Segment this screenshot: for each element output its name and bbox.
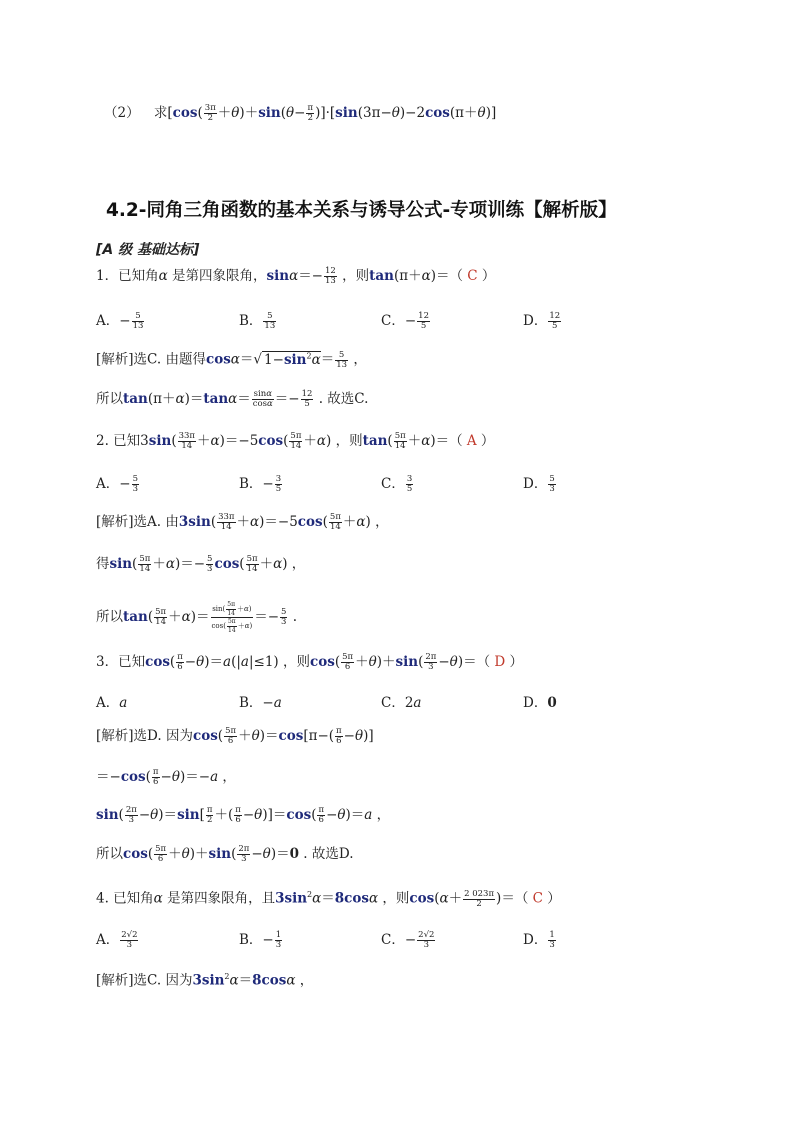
question-1-stem: 1．已知角α 是第四象限角，sinα＝− $\frac{12}{13}$ ，则tan(π＋α)＝（ C ） xyxy=(96,266,496,286)
q1-option-d: D． $\frac{12}{5}$ xyxy=(523,311,561,331)
q2-option-b: B．− $\frac{3}{5}$ xyxy=(239,474,282,494)
q2-option-a: A．− $\frac{5}{3}$ xyxy=(96,474,138,494)
q1-option-c: C．− $\frac{12}{5}$ xyxy=(381,311,429,331)
q2-solution-1: [解析]选A. 由3sin( $\frac{33\pi}{14}$ ＋α)＝−5cos( $\frac{5\pi}{14}$ ＋α) ， xyxy=(96,512,389,532)
q4-option-a: A． $\frac{2√2}{3}$ xyxy=(96,930,138,950)
q1-solution-2: 所以tan(π＋α)＝tanα＝ $\frac{\sin\alpha}{\cos\alpha}$ ＝− $\frac{12}{5}$ . 故选C. xyxy=(96,389,369,409)
q3-option-c: C．2a xyxy=(381,695,422,711)
q3-option-d: D．0 xyxy=(523,695,557,711)
q3-solution-3: sin( $\frac{2\pi}{3}$ −θ)＝sin[ $\frac{\pi}{2}$ ＋( $\frac{\pi}{6}$ −θ)]＝cos( $\frac{\pi}{6}$ −θ)＝a ， xyxy=(96,805,391,825)
question-1-answer: C xyxy=(467,268,478,284)
q1-option-a: A．− $\frac{5}{13}$ xyxy=(96,311,144,331)
question-3-answer: D xyxy=(494,654,506,670)
q4-option-c: C．− $\frac{2√2}{3}$ xyxy=(381,930,435,950)
q3-option-a: A．a xyxy=(96,695,128,711)
question-2-stem: 2. 已知3sin( $\frac{33\pi}{14}$ ＋α)＝−5cos( $\frac{5\pi}{14}$ ＋α) ，则tan( $\frac{5\pi}{14}$ ＋α)＝（ A ） xyxy=(96,431,495,451)
question-4-answer: C xyxy=(532,890,543,907)
question-4-stem: 4. 已知角α 是第四象限角，且$3\sin^2\alpha=8\cos\alpha$ ，则cos(α＋ $\frac{2 023\pi}{2}$ )＝（ C ） xyxy=(96,888,561,909)
q2-solution-2: 得sin( $\frac{5\pi}{14}$ ＋α)＝− $\frac{5}{3}$ cos( $\frac{5\pi}{14}$ ＋α) ， xyxy=(96,554,306,574)
q3-solution-2: ＝−cos( $\frac{\pi}{6}$ −θ)＝−a ， xyxy=(96,767,236,787)
header-problem-label: （2） xyxy=(104,105,140,121)
q4-option-d: D． $\frac{1}{3}$ xyxy=(523,930,555,950)
q3-option-b: B．−a xyxy=(239,695,282,711)
question-2-answer: A xyxy=(466,433,477,449)
section-heading: [A 级 基础达标] xyxy=(96,242,200,258)
q2-option-d: D． $\frac{5}{3}$ xyxy=(523,474,555,494)
q3-solution-1: [解析]选D. 因为cos( $\frac{5\pi}{6}$ ＋θ)＝cos[π−( $\frac{\pi}{6}$ −θ)] xyxy=(96,726,374,746)
question-3-stem: 3．已知cos( $\frac{\pi}{6}$ −θ)＝a(|a|≤1) ，则cos( $\frac{5\pi}{6}$ ＋θ)＋sin( $\frac{2\pi}{3}$ −θ)＝（ D ） xyxy=(96,652,523,672)
q4-option-b: B．− $\frac{1}{3}$ xyxy=(239,930,282,950)
header-problem: （2） 求[cos( $\frac{3\pi}{2}$ ＋θ)＋sin(θ− $\frac{\pi}{2}$ )]·[sin(3π−θ)−2cos(π＋θ)] xyxy=(104,103,497,123)
q2-option-c: C． $\frac{3}{5}$ xyxy=(381,474,413,494)
q2-solution-3: 所以tan( $\frac{5\pi}{14}$ ＋α)＝ sin( $\frac{5\pi}{14}$ ＋α) cos( $\frac{5\pi}{14}$ ＋α) ＝− $\frac{5}{3}$ . xyxy=(96,601,298,634)
q1-solution-1: [解析]选C. 由题得cosα＝√ $1-\sin^2\alpha=$ $\frac{5}{13}$ ， xyxy=(96,349,367,370)
q1-option-b: B． $\frac{5}{13}$ xyxy=(239,311,276,331)
page-title: 4.2-同角三角函数的基本关系与诱导公式-专项训练【解析版】 xyxy=(106,200,617,221)
q3-solution-4: 所以cos( $\frac{5\pi}{6}$ ＋θ)＋sin( $\frac{2\pi}{3}$ −θ)＝0 . 故选D. xyxy=(96,844,354,864)
q4-solution-1: [解析]选C. 因为$3\sin^2\alpha=8\cos\alpha$ ， xyxy=(96,972,314,989)
